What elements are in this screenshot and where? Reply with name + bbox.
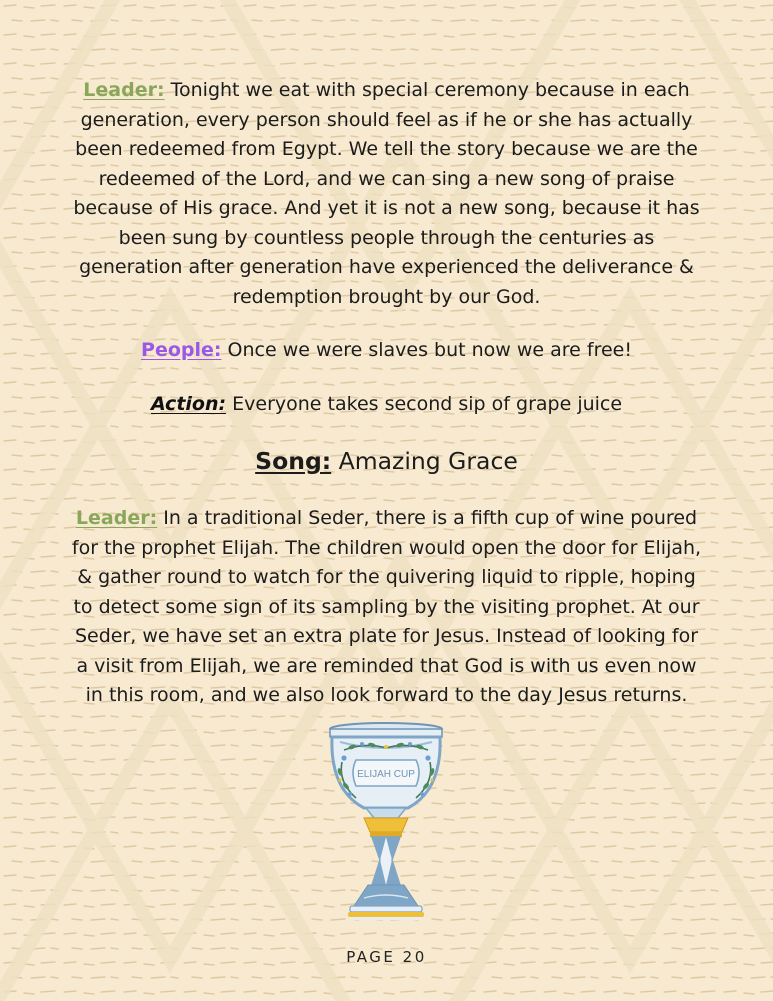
people-paragraph [70, 336, 703, 366]
leader-label: Leader: [83, 79, 165, 101]
action-paragraph [70, 390, 703, 420]
leader-text: In a traditional Seder, there is a fifth cup of wine poured for the prophet Elijah. The children would open the door for Elijah, & gather round to watch for the quivering liquid to ripple, hoping to detect some sign of its sampling by the visiting prophet. At our Seder, we have set an extra plate for Jesus. Instead of looking for a visit from Elijah, we are reminded that God is with us even now in this room, and we also look forward to the day Jesus returns. [71, 507, 702, 706]
action-text: Everyone takes second sip of grape juice [232, 393, 623, 415]
song-label: Song: [255, 447, 332, 475]
people-label: People: [141, 339, 222, 361]
song-heading [0, 444, 773, 478]
leader-text: Tonight we eat with special ceremony because in each generation, every person should feel as if he or she has actually been redeemed from Egypt. We tell the story because we are the redeemed of the Lord, and we can sing a new song of praise because of His grace. And yet it is not a new song, because it has been sung by countless people through the centuries as generation after generation have experienced the deliverance & redemption brought by our God. [73, 79, 700, 308]
song-title: Amazing Grace [338, 447, 518, 475]
page-number: PAGE 20 [346, 948, 427, 966]
leader-label: Leader: [75, 507, 158, 529]
cup-caption: ELIJAH CUP [357, 769, 415, 780]
leader-paragraph-2 [70, 504, 703, 711]
people-text: Once we were slaves but now we are free! [227, 339, 632, 361]
elijah-cup-icon [326, 720, 446, 925]
leader-paragraph-1 [70, 76, 703, 312]
action-label: Action: [150, 393, 227, 415]
